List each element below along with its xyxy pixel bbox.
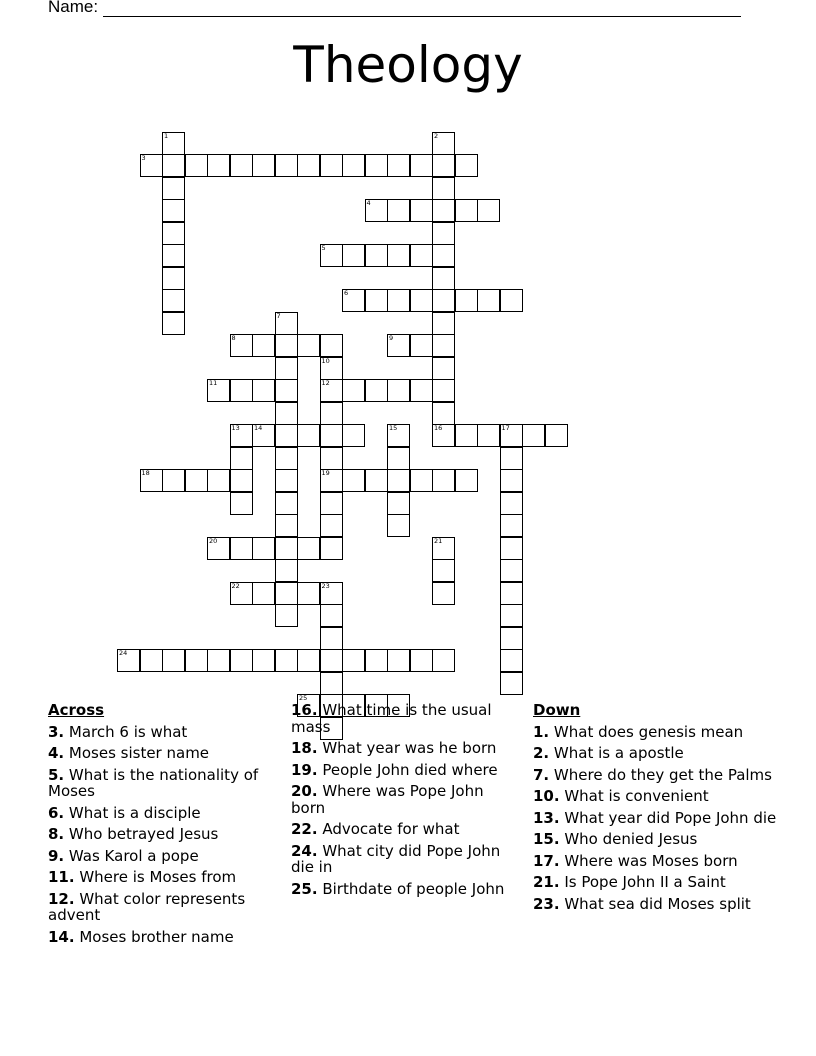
grid-cell[interactable] (230, 447, 253, 470)
grid-cell[interactable] (275, 402, 298, 425)
grid-cell[interactable] (275, 357, 298, 380)
clue-item (533, 810, 783, 827)
grid-cell[interactable] (297, 649, 320, 672)
grid-cell[interactable] (410, 154, 433, 177)
grid-cell[interactable] (185, 469, 208, 492)
clue-item (533, 853, 783, 870)
cell-number: 13 (231, 424, 240, 432)
grid-cell[interactable] (500, 447, 523, 470)
grid-cell[interactable] (230, 492, 253, 515)
grid-cell[interactable] (320, 334, 343, 357)
grid-cell[interactable] (455, 424, 478, 447)
grid-cell[interactable] (387, 334, 410, 357)
grid-cell[interactable] (140, 154, 163, 177)
grid-cell[interactable] (140, 469, 163, 492)
grid-cell[interactable] (320, 492, 343, 515)
grid-cell[interactable] (320, 154, 343, 177)
grid-cell[interactable] (320, 469, 343, 492)
grid-cell[interactable] (162, 244, 185, 267)
grid-cell[interactable] (500, 424, 523, 447)
cell-number: 4 (366, 199, 371, 207)
clue-number: 12. (48, 889, 75, 908)
grid-cell[interactable] (387, 244, 410, 267)
clue-number: 13. (533, 808, 560, 827)
clue-number: 14. (48, 927, 75, 946)
clue-item (48, 724, 273, 741)
grid-cell[interactable] (320, 514, 343, 537)
clue-text: What year was he born (317, 739, 497, 757)
clue-text: What time is the usual mass (291, 701, 492, 736)
clue-text: What is a disciple (64, 803, 201, 822)
grid-cell[interactable] (342, 154, 365, 177)
grid-cell[interactable] (252, 334, 275, 357)
grid-cell[interactable] (500, 469, 523, 492)
grid-cell[interactable] (365, 199, 388, 222)
clue-item (48, 929, 273, 946)
grid-cell[interactable] (455, 154, 478, 177)
clue-text: What is a apostle (549, 744, 684, 762)
clue-number: 3. (48, 722, 65, 741)
grid-cell[interactable] (500, 559, 523, 582)
clue-item (48, 767, 273, 800)
grid-cell[interactable] (387, 447, 410, 470)
grid-cell[interactable] (477, 424, 500, 447)
grid-cell[interactable] (275, 559, 298, 582)
grid-cell[interactable] (230, 649, 253, 672)
grid-cell[interactable] (320, 379, 343, 402)
grid-cell[interactable] (275, 514, 298, 537)
grid-cell[interactable] (410, 244, 433, 267)
grid-cell[interactable] (320, 244, 343, 267)
clue-number: 23. (533, 894, 560, 913)
clue-number: 21. (533, 873, 560, 891)
grid-cell[interactable] (455, 289, 478, 312)
grid-cell[interactable] (275, 312, 298, 335)
clue-text: What city did Pope John die in (291, 841, 501, 876)
grid-cell[interactable] (365, 289, 388, 312)
grid-cell[interactable] (342, 649, 365, 672)
grid-cell[interactable] (275, 492, 298, 515)
grid-cell[interactable] (410, 289, 433, 312)
grid-cell[interactable] (230, 537, 253, 560)
grid-cell[interactable] (342, 424, 365, 447)
clue-item (533, 724, 783, 741)
grid-cell[interactable] (432, 424, 455, 447)
grid-cell[interactable] (320, 582, 343, 605)
grid-cell[interactable] (432, 267, 455, 290)
clue-item (291, 702, 519, 735)
clue-item (533, 831, 783, 848)
cell-number: 1 (164, 131, 169, 140)
clue-item (48, 891, 273, 924)
clue-number: 8. (48, 825, 65, 843)
grid-cell[interactable] (432, 177, 455, 200)
across-heading: Across (48, 701, 105, 719)
cell-number: 18 (141, 469, 150, 477)
grid-cell[interactable] (275, 537, 298, 560)
grid-cell[interactable] (387, 154, 410, 177)
grid-cell[interactable] (162, 132, 185, 155)
grid-cell[interactable] (320, 649, 343, 672)
grid-cell[interactable] (387, 469, 410, 492)
grid-cell[interactable] (320, 537, 343, 560)
grid-cell[interactable] (162, 469, 185, 492)
grid-cell[interactable] (387, 199, 410, 222)
grid-cell[interactable] (297, 154, 320, 177)
grid-cell[interactable] (117, 649, 140, 672)
grid-cell[interactable] (410, 469, 433, 492)
cell-number: 3 (141, 154, 146, 162)
grid-cell[interactable] (410, 649, 433, 672)
cell-number: 8 (231, 334, 236, 342)
cell-number: 14 (254, 424, 263, 432)
grid-cell[interactable] (432, 649, 455, 672)
cell-number: 17 (501, 424, 510, 432)
clue-item (291, 881, 519, 898)
grid-cell[interactable] (140, 649, 163, 672)
clue-text: Who denied Jesus (559, 830, 698, 848)
cell-number: 15 (389, 424, 398, 432)
clue-item (533, 767, 783, 784)
grid-cell[interactable] (432, 537, 455, 560)
grid-cell[interactable] (162, 649, 185, 672)
grid-cell[interactable] (500, 492, 523, 515)
cell-number: 10 (321, 356, 330, 365)
clue-number: 6. (48, 803, 65, 822)
clue-text: Is Pope John II a Saint (559, 873, 726, 891)
grid-cell[interactable] (275, 582, 298, 605)
grid-cell[interactable] (387, 379, 410, 402)
grid-cell[interactable] (432, 289, 455, 312)
grid-cell[interactable] (387, 289, 410, 312)
grid-cell[interactable] (432, 469, 455, 492)
grid-cell[interactable] (455, 199, 478, 222)
grid-cell[interactable] (162, 267, 185, 290)
clue-number: 22. (291, 820, 318, 838)
grid-cell[interactable] (297, 537, 320, 560)
grid-cell[interactable] (162, 199, 185, 222)
grid-cell[interactable] (207, 469, 230, 492)
grid-cell[interactable] (432, 154, 455, 177)
grid-cell[interactable] (230, 154, 253, 177)
grid-cell[interactable] (297, 424, 320, 447)
grid-cell[interactable] (297, 334, 320, 357)
clue-column-across (48, 702, 273, 950)
grid-cell[interactable] (275, 334, 298, 357)
grid-cell[interactable] (455, 469, 478, 492)
grid-cell[interactable] (162, 154, 185, 177)
grid-cell[interactable] (545, 424, 568, 447)
grid-cell[interactable] (432, 334, 455, 357)
clue-number: 4. (48, 744, 65, 762)
grid-cell[interactable] (252, 379, 275, 402)
cell-number: 19 (321, 469, 330, 477)
cell-number: 11 (209, 379, 218, 387)
clue-text: Who betrayed Jesus (64, 825, 219, 843)
cell-number: 5 (321, 244, 326, 252)
grid-cell[interactable] (365, 244, 388, 267)
clue-column-across-continued (291, 702, 519, 902)
clue-number: 24. (291, 841, 318, 860)
grid-cell[interactable] (365, 154, 388, 177)
clue-item (48, 745, 273, 762)
grid-cell[interactable] (275, 649, 298, 672)
clue-text: Moses brother name (74, 927, 234, 946)
clue-number: 7. (533, 765, 550, 784)
cell-number: 16 (434, 424, 443, 432)
grid-cell[interactable] (432, 222, 455, 245)
clue-text: March 6 is what (64, 722, 188, 741)
grid-cell[interactable] (320, 627, 343, 650)
cell-number: 24 (119, 649, 128, 657)
clue-item (291, 843, 519, 876)
grid-cell[interactable] (410, 199, 433, 222)
grid-cell[interactable] (275, 424, 298, 447)
clue-number: 25. (291, 879, 318, 898)
clue-item (48, 805, 273, 822)
grid-cell[interactable] (500, 604, 523, 627)
grid-cell[interactable] (185, 649, 208, 672)
clue-text: Where was Pope John born (291, 782, 484, 817)
grid-cell[interactable] (500, 537, 523, 560)
grid-cell[interactable] (522, 424, 545, 447)
clue-text: Was Karol a pope (64, 846, 199, 865)
grid-cell[interactable] (275, 604, 298, 627)
clue-number: 15. (533, 830, 560, 848)
cell-number: 2 (434, 131, 439, 140)
grid-cell[interactable] (410, 379, 433, 402)
grid-cell[interactable] (162, 222, 185, 245)
clue-text: What sea did Moses split (559, 894, 751, 913)
clue-item (291, 783, 519, 816)
grid-cell[interactable] (275, 447, 298, 470)
clue-text: Moses sister name (64, 744, 210, 762)
clue-item (533, 788, 783, 805)
grid-cell[interactable] (275, 469, 298, 492)
grid-cell[interactable] (185, 154, 208, 177)
grid-cell[interactable] (342, 289, 365, 312)
clue-number: 16. (291, 701, 318, 719)
grid-cell[interactable] (230, 424, 253, 447)
clue-number: 10. (533, 787, 560, 805)
clue-item (291, 821, 519, 838)
clue-item (533, 896, 783, 913)
name-label: Name: (48, 0, 99, 16)
grid-cell[interactable] (162, 289, 185, 312)
grid-cell[interactable] (500, 627, 523, 650)
grid-cell[interactable] (500, 514, 523, 537)
cell-number: 22 (231, 581, 240, 590)
clue-item (48, 848, 273, 865)
clue-number: 9. (48, 846, 65, 865)
cell-number: 25 (299, 694, 308, 702)
clue-item (48, 869, 273, 886)
cell-number: 21 (434, 536, 443, 545)
grid-cell[interactable] (365, 469, 388, 492)
grid-cell[interactable] (252, 424, 275, 447)
clue-item (533, 874, 783, 891)
clue-item (291, 740, 519, 757)
grid-cell[interactable] (230, 469, 253, 492)
grid-cell[interactable] (387, 492, 410, 515)
clue-text: Where is Moses from (74, 868, 237, 886)
clue-number: 5. (48, 765, 65, 784)
grid-cell[interactable] (477, 199, 500, 222)
grid-cell[interactable] (252, 154, 275, 177)
grid-cell[interactable] (387, 424, 410, 447)
grid-cell[interactable] (207, 379, 230, 402)
cell-number: 12 (321, 379, 330, 387)
clue-item (533, 745, 783, 762)
grid-cell[interactable] (477, 289, 500, 312)
grid-cell[interactable] (230, 582, 253, 605)
clue-item (291, 762, 519, 779)
grid-cell[interactable] (432, 312, 455, 335)
grid-cell[interactable] (230, 334, 253, 357)
clue-text: Where was Moses born (559, 851, 738, 870)
clue-text: What is the nationality of Moses (48, 765, 259, 800)
clue-text: People John died where (317, 760, 498, 779)
cell-number: 7 (276, 311, 281, 320)
clue-text: What year did Pope John die (559, 808, 777, 827)
grid-cell[interactable] (432, 199, 455, 222)
grid-cell[interactable] (432, 559, 455, 582)
grid-cell[interactable] (342, 244, 365, 267)
grid-cell[interactable] (252, 537, 275, 560)
grid-cell[interactable] (500, 672, 523, 695)
clue-number: 2. (533, 744, 550, 762)
page-title: Theology (293, 36, 523, 94)
grid-cell[interactable] (207, 649, 230, 672)
clue-text: Advocate for what (317, 820, 460, 838)
grid-cell[interactable] (365, 649, 388, 672)
cell-number: 23 (321, 581, 330, 590)
grid-cell[interactable] (432, 244, 455, 267)
grid-cell[interactable] (500, 649, 523, 672)
grid-cell[interactable] (320, 447, 343, 470)
grid-cell[interactable] (432, 402, 455, 425)
grid-cell[interactable] (410, 334, 433, 357)
cell-number: 6 (344, 289, 349, 297)
grid-cell[interactable] (387, 514, 410, 537)
grid-cell[interactable] (500, 289, 523, 312)
clue-text: Birthdate of people John (317, 879, 505, 898)
clue-number: 20. (291, 782, 318, 800)
grid-cell[interactable] (432, 582, 455, 605)
grid-cell[interactable] (320, 357, 343, 380)
clue-number: 17. (533, 851, 560, 870)
down-heading: Down (533, 701, 581, 719)
cell-number: 9 (389, 334, 394, 342)
clue-number: 11. (48, 868, 75, 886)
grid-cell[interactable] (252, 649, 275, 672)
clue-text: What color represents advent (48, 889, 246, 924)
grid-cell[interactable] (432, 379, 455, 402)
grid-cell[interactable] (207, 537, 230, 560)
grid-cell[interactable] (432, 357, 455, 380)
grid-cell[interactable] (230, 379, 253, 402)
grid-cell[interactable] (275, 379, 298, 402)
grid-cell[interactable] (342, 379, 365, 402)
clue-text: What does genesis mean (549, 722, 744, 741)
grid-cell[interactable] (500, 582, 523, 605)
clue-text: What is convenient (559, 787, 709, 805)
grid-cell[interactable] (320, 402, 343, 425)
clue-column-down (533, 702, 783, 917)
grid-cell[interactable] (252, 582, 275, 605)
clue-item (48, 826, 273, 843)
grid-cell[interactable] (275, 154, 298, 177)
grid-cell[interactable] (162, 312, 185, 335)
clue-text: Where do they get the Palms (549, 765, 772, 784)
cell-number: 20 (209, 536, 218, 545)
clue-number: 1. (533, 722, 550, 741)
grid-cell[interactable] (162, 177, 185, 200)
clue-number: 18. (291, 739, 318, 757)
grid-cell[interactable] (320, 604, 343, 627)
grid-cell[interactable] (342, 469, 365, 492)
grid-cell[interactable] (207, 154, 230, 177)
grid-cell[interactable] (365, 379, 388, 402)
grid-cell[interactable] (320, 672, 343, 695)
grid-cell[interactable] (297, 582, 320, 605)
grid-cell[interactable] (432, 132, 455, 155)
grid-cell[interactable] (320, 424, 343, 447)
clue-number: 19. (291, 760, 318, 779)
grid-cell[interactable] (387, 649, 410, 672)
